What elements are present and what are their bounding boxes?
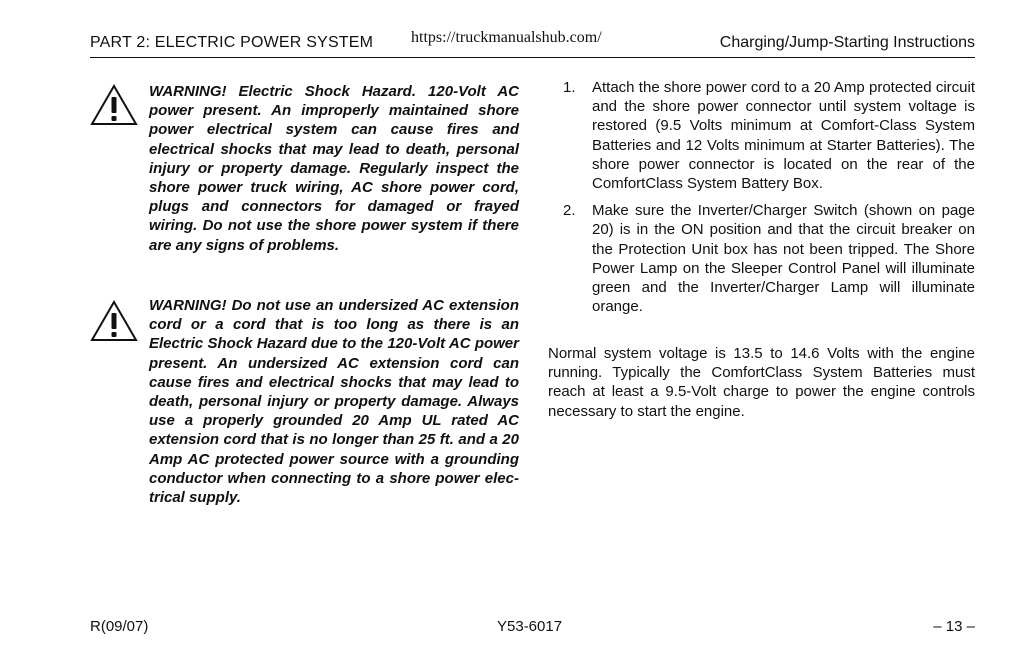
header-divider bbox=[90, 57, 975, 58]
list-item bbox=[555, 201, 975, 316]
warning-text: WARNING! Do not use an undersized AC extension cord or a cord that is too long as there is an Electric Shock Hazard due to the 120-Volt AC power present. An undersized AC extension cord can cause fires and electrical shocks that may lead to death, personal injury or property damage. Always use a properly grounded 20 Amp UL rated AC extension cord that is no longer than 25 ft. and a 20 Amp AC protected power source with a grounding conductor when connecting to a shore power electrical supply. bbox=[149, 297, 519, 507]
revision-date: R(09/07) bbox=[90, 618, 149, 635]
list-item bbox=[555, 78, 975, 193]
step-text: Attach the shore power cord to a 20 Amp protected circuit and the shore power connector until system voltage is restored (9.5 Volts minimum at Comfort-Class System Batteries and 12 Volts minimum at Starter Batteries). The shore power connector is located on the rear of the ComfortClass System Battery Box. bbox=[592, 79, 975, 193]
warning-triangle-icon bbox=[90, 84, 138, 126]
instruction-steps bbox=[555, 78, 975, 324]
warning-text: WARNING! Electric Shock Hazard. 120-Volt AC power present. An improperly maintained shore power electrical system can cause fires and electrical shocks that may lead to death, personal injury or property damage. Regularly inspect the shore power truck wiring, AC shore power cord, plugs and connectors for damaged or frayed wiring. Do not use the shore power system if there are any signs of problems. bbox=[149, 83, 519, 254]
section-title: PART 2: ELECTRIC POWER SYSTEM bbox=[90, 34, 374, 51]
step-number: 2. bbox=[563, 202, 576, 220]
document-number: Y53-6017 bbox=[497, 618, 563, 635]
page-number: – 13 – bbox=[933, 618, 975, 635]
chapter-title: Charging/Jump-Starting Instructions bbox=[719, 34, 975, 51]
step-text: Make sure the Inverter/Charger Switch (shown on page 20) is in the ON position and that the circuit breaker on the Protection Unit box has not been tripped. The Shore Power Lamp on the Sleeper Control Panel will illuminate green and the Inverter/Charger Lamp will illuminate orange. bbox=[592, 202, 975, 316]
source-url: https://truckmanualshub.com/ bbox=[411, 29, 602, 46]
warning-triangle-icon bbox=[90, 300, 138, 342]
step-number: 1. bbox=[563, 79, 576, 96]
voltage-note-paragraph: Normal system voltage is 13.5 to 14.6 Volts with the engine running. Typically the ComfortClass System Batteries must reach at least a 9.5-Volt charge to power the engine controls necessary to start the engine. bbox=[548, 345, 975, 420]
